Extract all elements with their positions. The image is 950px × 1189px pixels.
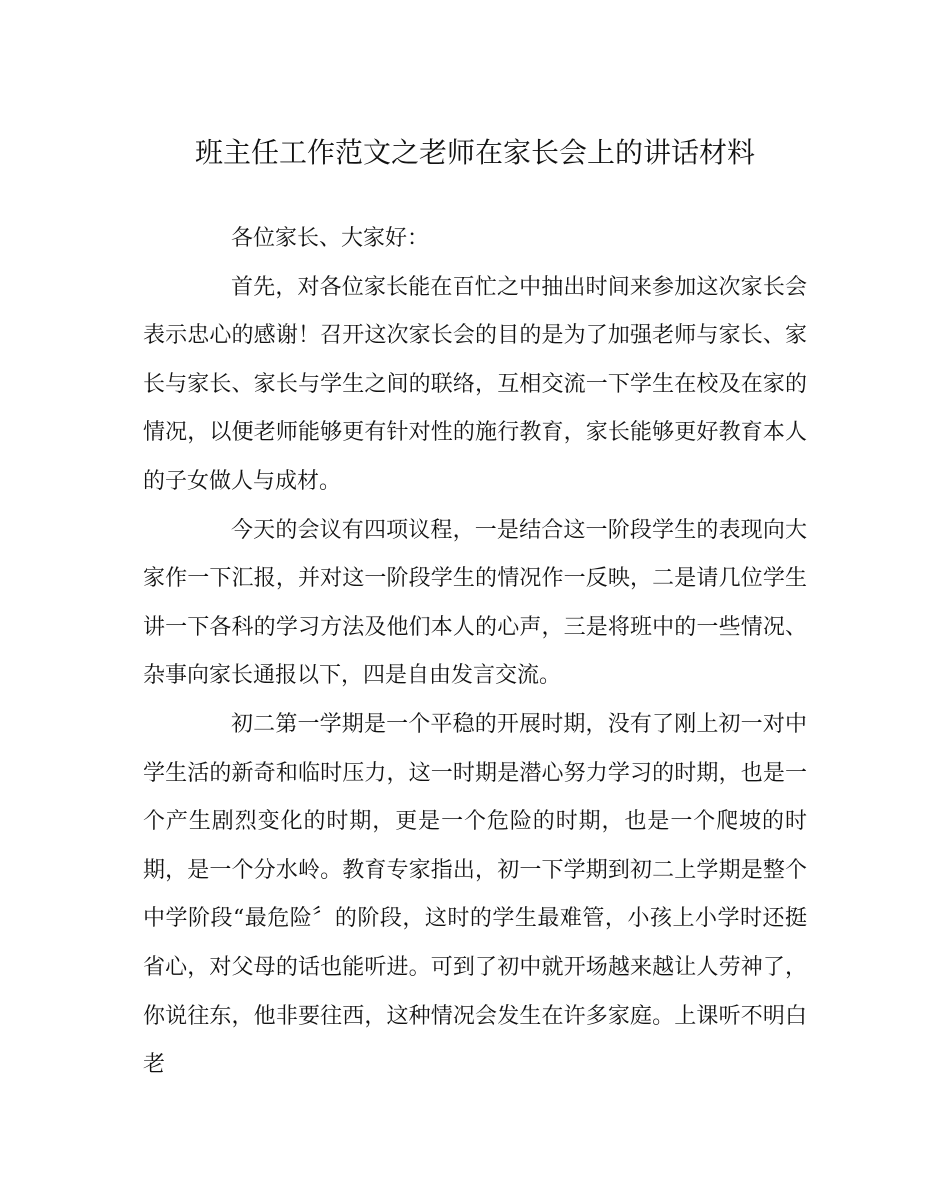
- paragraph-opening: 首先，对各位家长能在百忙之中抽出时间来参加这次家长会表示忠心的感谢！召开这次家长会的目的是为了加强老师与家长、家长与家长、家长与学生之间的联络，互相交流一下学生在校及在家的情况，以便老师能够更有针对性的施行教育，家长能够更好教育本人的子女做人与成材。: [143, 274, 807, 494]
- paragraph-grade-two: 初二第一学期是一个平稳的开展时期，没有了刚上初一对中学生活的新奇和临时压力，这一时期是潜心努力学习的时期，也是一个产生剧烈变化的时期，更是一个危险的时期，也是一个爬坡的时期，是一个分水岭。教育专家指出，初一下学期到初二上学期是整个中学阶段“最危险〞的阶段，这时的学生最难管，小孩上小学时还挺省心，对父母的话也能听进。可到了初中就开场越来越让人劳神了，你说往东，他非要往西，这种情况会发生在许多家庭。上课听不明白老: [143, 711, 807, 1078]
- paragraph-greeting: 各位家长、大家好：: [231, 226, 430, 251]
- document-body: [143, 215, 807, 1090]
- paragraph-agenda: 今天的会议有四项议程，一是结合这一阶段学生的表现向大家作一下汇报，并对这一阶段学生的情况作一反映，二是请几位学生讲一下各科的学习方法及他们本人的心声，三是将班中的一些情况、杂事向家长通报以下，四是自由发言交流。: [143, 517, 807, 689]
- document-title: 班主任工作范文之老师在家长会上的讲话材料: [194, 136, 755, 169]
